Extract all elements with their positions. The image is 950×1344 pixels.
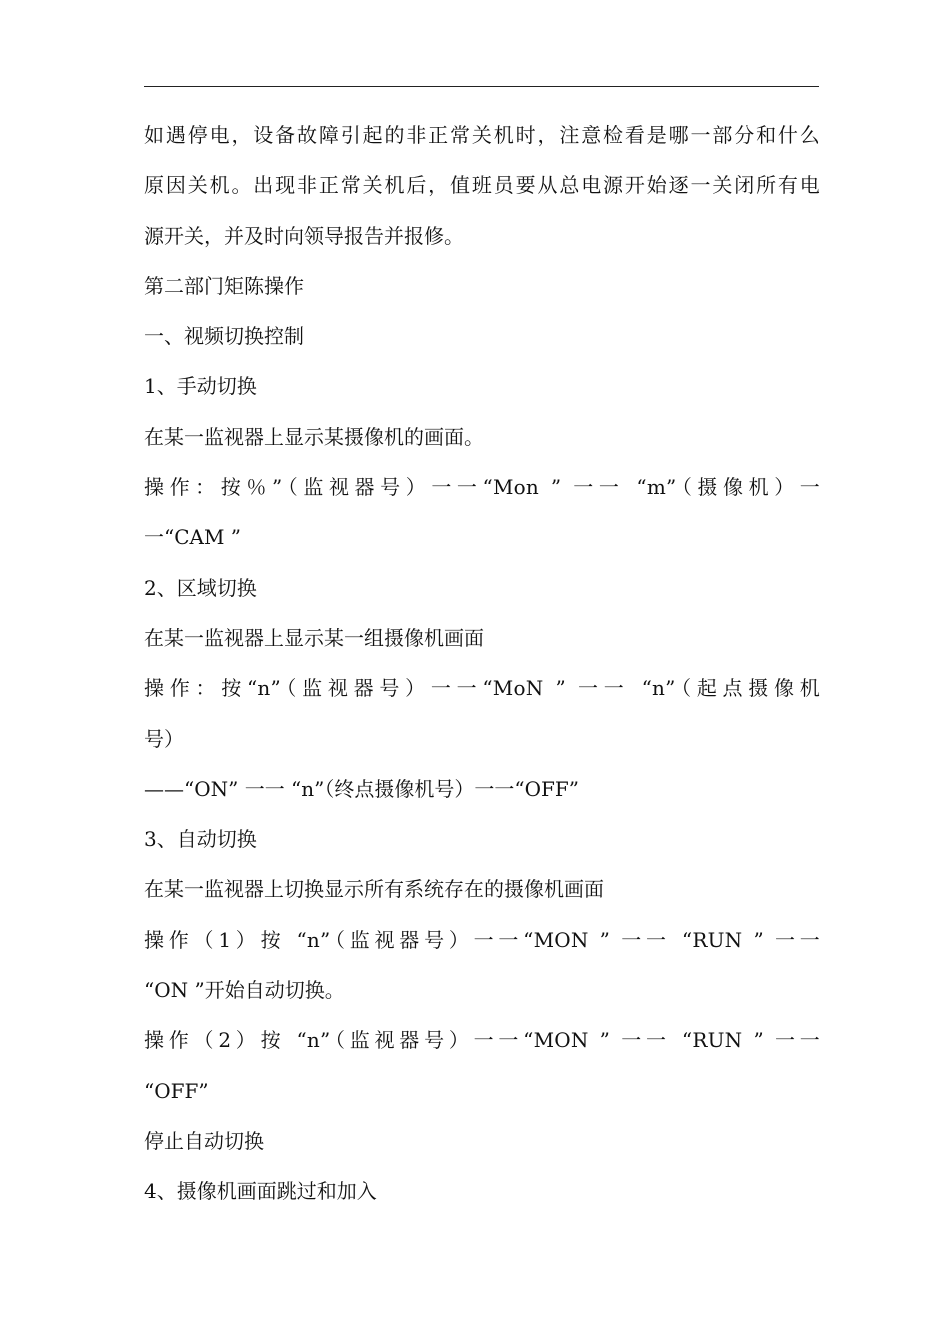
document-body <box>144 110 820 1217</box>
operation-line: ——“ON” 一一 “n”（终点摄像机号）一一“OFF” <box>144 776 579 801</box>
operation-line: 一“CAM ” <box>144 525 242 550</box>
operation-line: “ON ”开始自动切换。 <box>144 978 345 1003</box>
header-rule <box>144 86 819 87</box>
paragraph-line: 源开关，并及时向领导报告并报修。 <box>144 223 464 248</box>
item-heading: 3、自动切换 <box>144 827 257 852</box>
item-heading: 2、区域切换 <box>144 575 257 600</box>
operation-line: 操作：按“n”（监视器号）一一“MoN ” 一一 “n”（起点摄像机 <box>144 676 820 701</box>
section-heading: 第二部门矩陈操作 <box>144 273 304 298</box>
paragraph-line: 停止自动切换 <box>144 1128 264 1153</box>
operation-line: “OFF” <box>144 1078 209 1103</box>
operation-line: 号） <box>144 726 184 751</box>
operation-line: 操作：按％”（监视器号）一一“Mon ” 一一 “m”（摄像机）一 <box>144 475 820 500</box>
subsection-heading: 一、视频切换控制 <box>144 324 304 349</box>
paragraph-line: 在某一监视器上切换显示所有系统存在的摄像机画面 <box>144 877 604 902</box>
paragraph-line: 在某一监视器上显示某一组摄像机画面 <box>144 625 484 650</box>
paragraph-line: 在某一监视器上显示某摄像机的画面。 <box>144 424 484 449</box>
operation-line: 操作（2）按 “n”（监视器号）一一“MON ” 一一 “RUN ” 一一 <box>144 1028 820 1053</box>
item-heading: 1、手动切换 <box>144 374 257 399</box>
item-heading: 4、摄像机画面跳过和加入 <box>144 1179 377 1204</box>
operation-line: 操作（1）按 “n”（监视器号）一一“MON ” 一一 “RUN ” 一一 <box>144 927 820 952</box>
paragraph-line: 原因关机。出现非正常关机后，值班员要从总电源开始逐一关闭所有电 <box>144 173 820 198</box>
paragraph-line: 如遇停电，设备故障引起的非正常关机时，注意检看是哪一部分和什么 <box>144 123 820 147</box>
